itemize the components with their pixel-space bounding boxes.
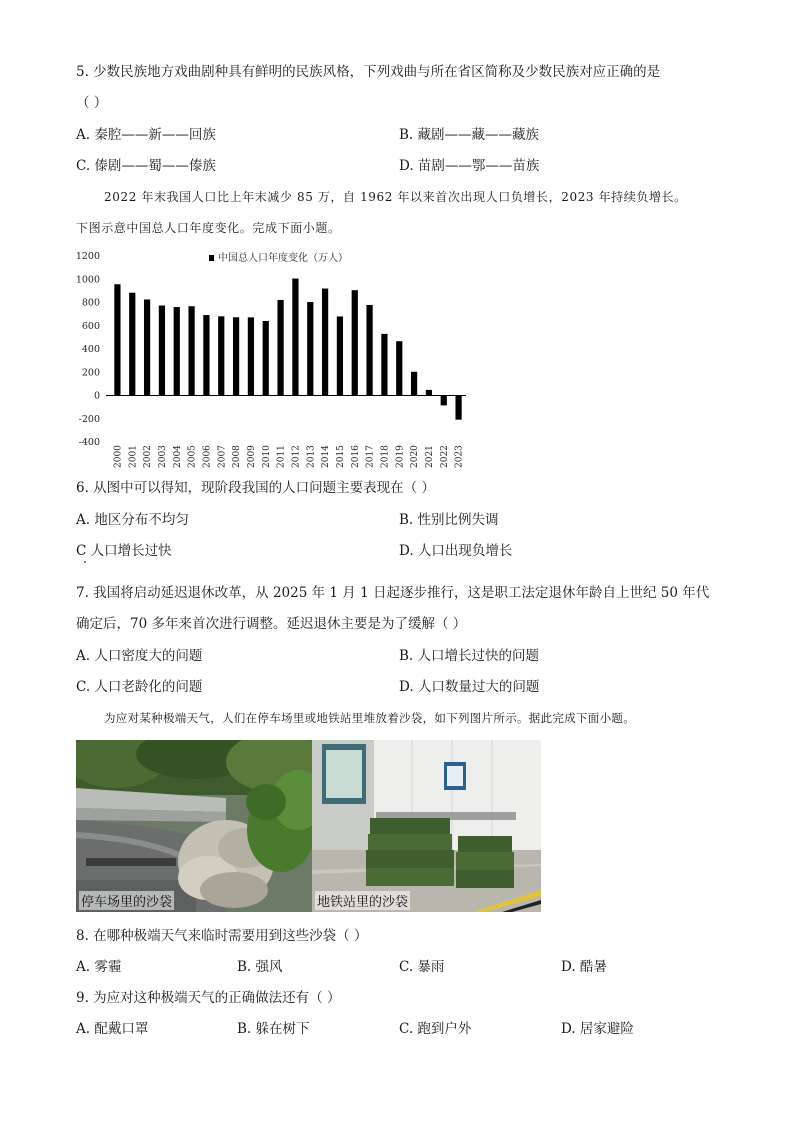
intro1-line1: 2022 年末我国人口比上年末减少 85 万，自 1962 年以来首次出现人口负增长，2023 年持续负增长。 (104, 190, 687, 204)
x-tick-label: 2006 (202, 445, 213, 468)
bar-2014 (322, 289, 328, 396)
q6-option-a[interactable]: A. 地区分布不均匀 (76, 512, 189, 528)
bar-2012 (292, 279, 298, 396)
bar-2003 (159, 306, 165, 396)
population-chart-svg (66, 246, 486, 474)
x-tick-label: 2015 (335, 445, 346, 468)
bar-2023 (455, 396, 461, 420)
bar-2019 (396, 341, 402, 395)
legend-swatch (209, 255, 214, 261)
q8-option-c[interactable]: C. 暴雨 (399, 959, 445, 975)
y-tick-label: -200 (78, 413, 100, 425)
q9-text: 9. 为应对这种极端天气的正确做法还有（ ） (76, 990, 341, 1006)
q8-text: 8. 在哪种极端天气来临时需要用到这些沙袋（ ） (76, 928, 368, 944)
subway-photo (312, 740, 541, 912)
x-tick-label: 2013 (306, 445, 317, 468)
q7-option-b[interactable]: B. 人口增长过快的问题 (399, 648, 540, 664)
bar-2001 (129, 293, 135, 396)
q6-text: 6. 从图中可以得知，现阶段我国的人口问题主要表现在（ ） (76, 480, 435, 496)
q7-line2: 确定后，70 多年来首次进行调整。延迟退休主要是为了缓解（ ） (76, 616, 467, 632)
x-tick-label: 2003 (157, 445, 168, 468)
x-tick-label: 2002 (143, 445, 154, 468)
q5-paren: （ ） (76, 95, 108, 111)
x-tick-label: 2000 (113, 445, 124, 468)
q5-option-b[interactable]: B. 藏剧——藏——藏族 (399, 127, 540, 143)
x-tick-label: 2008 (232, 445, 243, 468)
x-tick-label: 2023 (454, 445, 465, 468)
bar-2000 (114, 284, 120, 395)
q7-line1: 7. 我国将启动延迟退休改革，从 2025 年 1 月 1 日起逐步推行，这是职工法定退休年龄自上世纪 50 年代 (76, 585, 710, 601)
bar-2017 (366, 305, 372, 396)
bar-2020 (411, 372, 417, 396)
bar-2018 (381, 334, 387, 396)
q8-option-d[interactable]: D. 酷暑 (561, 959, 607, 975)
q9-option-d[interactable]: D. 居家避险 (561, 1021, 634, 1037)
y-tick-label: 400 (81, 344, 100, 355)
x-tick-label: 2007 (217, 445, 228, 468)
x-tick-label: 2012 (291, 445, 302, 468)
y-tick-label: 200 (81, 367, 100, 379)
q8-option-a[interactable]: A. 雾霾 (76, 959, 122, 975)
bar-2004 (174, 307, 180, 395)
q6-option-c[interactable]: C 人口增长过快 (76, 543, 172, 559)
x-tick-label: 2005 (187, 445, 198, 468)
q6-option-d[interactable]: D. 人口出现负增长 (399, 543, 513, 559)
y-tick-label: 1200 (75, 251, 100, 262)
x-tick-label: 2019 (395, 445, 406, 468)
bar-2013 (307, 302, 313, 395)
sandbag-photos (76, 740, 541, 912)
bar-2007 (218, 316, 224, 395)
x-tick-label: 2010 (261, 445, 272, 468)
q8-option-b[interactable]: B. 强风 (237, 959, 283, 975)
y-tick-label: 0 (93, 390, 100, 402)
x-tick-label: 2018 (380, 445, 391, 468)
x-tick-label: 2001 (128, 445, 139, 468)
q5-option-c[interactable]: C. 傣剧——蜀——傣族 (76, 158, 216, 174)
x-tick-label: 2021 (424, 445, 435, 468)
y-tick-label: 600 (81, 320, 100, 332)
subway-photo-image (312, 740, 541, 912)
bar-2002 (144, 299, 150, 395)
q9-option-a[interactable]: A. 配戴口罩 (76, 1021, 149, 1037)
x-tick-label: 2016 (350, 445, 361, 468)
chart-legend: 中国总人口年度变化（万人） (218, 253, 348, 264)
intro1-line2: 下图示意中国总人口年度变化。完成下面小题。 (76, 221, 341, 235)
bar-2009 (248, 317, 254, 395)
parking-lot-caption: 停车场里的沙袋 (79, 891, 174, 910)
y-tick-label: -400 (78, 437, 100, 448)
bar-2010 (263, 321, 269, 396)
q5-option-d[interactable]: D. 苗剧——鄂——苗族 (399, 158, 540, 174)
bar-2015 (337, 316, 343, 395)
x-tick-label: 2014 (321, 445, 332, 468)
subway-caption: 地铁站里的沙袋 (315, 891, 410, 910)
y-tick-label: 1000 (75, 274, 100, 286)
bar-2008 (233, 317, 239, 395)
bar-2011 (277, 300, 283, 396)
bar-2021 (426, 390, 432, 396)
q7-option-d[interactable]: D. 人口数量过大的问题 (399, 679, 540, 695)
stray-dot (84, 561, 86, 563)
q5-option-a[interactable]: A. 秦腔——新——回族 (76, 127, 216, 143)
x-tick-label: 2009 (246, 445, 257, 468)
q9-option-b[interactable]: B. 躲在树下 (237, 1021, 310, 1037)
parking-lot-photo-image (76, 740, 312, 912)
bar-2005 (188, 306, 194, 395)
y-tick-label: 800 (81, 297, 100, 309)
x-tick-label: 2004 (172, 445, 183, 468)
bar-2006 (203, 315, 209, 395)
x-tick-label: 2020 (410, 445, 421, 468)
x-tick-label: 2022 (439, 445, 450, 468)
q7-option-a[interactable]: A. 人口密度大的问题 (76, 648, 203, 664)
population-chart (66, 246, 486, 474)
q7-option-c[interactable]: C. 人口老龄化的问题 (76, 679, 203, 695)
x-tick-label: 2017 (365, 445, 376, 468)
bar-2022 (441, 396, 447, 406)
parking-lot-photo (76, 740, 312, 912)
bar-2016 (352, 290, 358, 395)
q9-option-c[interactable]: C. 跑到户外 (399, 1021, 472, 1037)
q5-text: 5. 少数民族地方戏曲剧种具有鲜明的民族风格，下列戏曲与所在省区简称及少数民族对应正确的是 (76, 64, 661, 80)
x-tick-label: 2011 (276, 445, 287, 468)
intro2-text: 为应对某种极端天气，人们在停车场里或地铁站里堆放着沙袋，如下列图片所示。据此完成下面小题。 (104, 711, 635, 725)
q6-option-b[interactable]: B. 性别比例失调 (399, 512, 499, 528)
